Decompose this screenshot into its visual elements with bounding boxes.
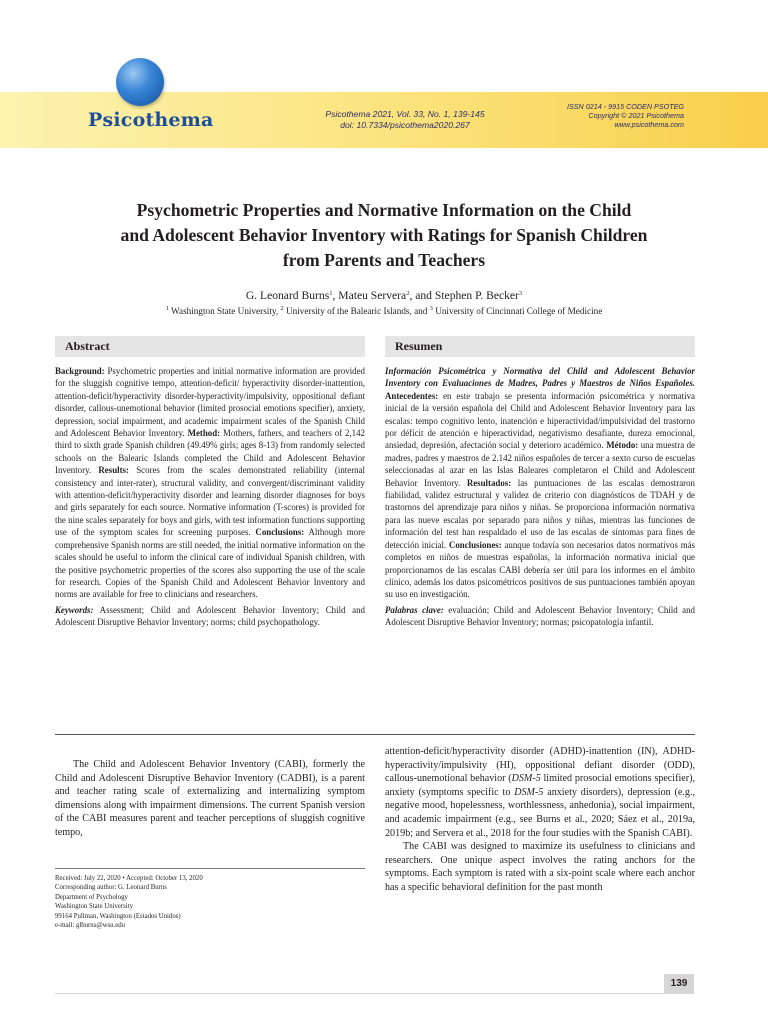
website-line: www.psicothema.com [614,120,684,129]
body-column-right [385,745,695,895]
label-conclusions: Conclusions: [255,527,305,538]
resumen-title: Información Psicométrica y Normativa del Child and Adolescent Behavior Inventory con Evaluaciones de Madres, Padres y Maestros de Niños Españoles. [385,366,695,389]
text-resultados: las puntuaciones de las escalas demostraron fiabilidad, validez estructural y validez de criterio con diagnósticos de TDAH y de trastornos del aprendizaje para niños y niñas. Se proporciona información normativa para las nueve escalas por separado para niños y niñas, mientras las funciones de información del test han respaldado el uso de las escalas de síntomas para fines de detección inicial. [385,477,695,550]
text-antecedentes: en este trabajo se presenta información psicométrica y normativa inicial de la versión española del Child and Adolescent Behavior Inventory para las escalas: tempo cognitivo lento, inatención e hiperactividad/impulsividad del trastorno por déficit de atención e hiperactividad, negativismo desafiante, dureza emocional, ansiedad, depresión, afectación social y deterioro académico. [385,390,695,451]
author-list [40,289,728,302]
body-column-left [55,758,365,840]
text-method: Mothers, fathers, and teachers of 2,142 third to sixth grade Spanish children (49.49% girls; ages 8-13) from randomly selected schools on the Balearic Islands completed the Child and Adolescent Behavior Inventory. [55,428,365,476]
label-background: Background: [55,366,105,376]
text-background: Psychometric properties and initial normative information are provided for the sluggish cognitive tempo, attention-deficit/ hyperactivity disorder-inattention, attention-deficit/hyperactivity disorder-hyperactivity/impulsivity, oppositional defiant disorder, callous-unemotional behavior (limited prosocial emotions specifier), anxiety, depression, social impairment, and academic impairment scales of the Spanish Child and Adolescent Behavior Inventory. [55,366,365,439]
text-conclusions: Although more comprehensive Spanish norms are still needed, the initial normative information on the scales should be useful to inform the clinical care of individual Spanish children, with the positive psychometric properties of the scores also supporting the use of the scale for research. Copies of the Spanish Child and Adolescent Behavior Inventory and norms are available for free to clinicians and researchers. [55,527,366,600]
label-results: Results: [98,465,129,476]
affiliation: University of Cincinnati College of Medicine [432,306,603,316]
affil-sup: 1 [165,305,169,312]
label-method: Method: [187,428,221,439]
affiliation: Washington State University, [168,306,281,316]
label-antecedentes: Antecedentes: [385,390,439,401]
resumen-body [385,365,695,629]
body-paragraph: The Child and Adolescent Behavior Inventory (CABI), formerly the Child and Adolescent Disruptive Behavior Inventory (CADBI), is a parent and teacher rating scale of externalizing and internalizing symptom dimensions along with impairment dimensions. The current Spanish version of the CABI measures parent and teacher perceptions of sluggish cognitive tempo, [55,759,365,838]
text-keywords: Assessment; Child and Adolescent Behavior Inventory; Child and Adolescent Disruptive Behavior Inventory; norms; child psychopathology. [55,604,365,628]
received-date: Received: July 22, 2020 • Accepted: October 13, 2020 [55,875,203,882]
footnote-divider [55,868,365,869]
citation-line: Psicothema 2021, Vol. 33, No. 1, 139-145 [325,109,485,119]
body-paragraph: The CABI was designed to maximize its usefulness to clinicians and researchers. One unique aspect involves the rating anchors for the symptoms. Each symptom is rated with a six-point scale where each anchor has a specific behavioral definition for the past month [385,841,695,893]
label-resultados: Resultados: [466,477,512,488]
text-palabras-clave: evaluación; Child and Adolescent Behavior Inventory; Child and Adolescent Disruptive Behavior Inventory; normas; psicopatología infantil. [385,604,695,628]
body-paragraph [385,745,695,840]
university: Washington State University [55,903,133,911]
issn-line: ISSN 0214 - 9915 CODEN PSOTEG [566,102,684,111]
body-text: attention-deficit/hyperactivity disorder (ADHD)-inattention (IN), ADHD-hyperactivity/impulsivity (HI), oppositional defiant disorder (ODD), callous-unemotional behavior ( [385,746,695,785]
page-number: 139 [664,974,694,994]
author-separator: , [332,289,339,302]
resumen-heading: Resumen [385,336,695,357]
title-line: from Parents and Teachers [282,250,486,270]
text-conclusiones: aunque todavía son necesarios datos normativos más completos en niños de muestras españolas, la información normativa inicial que proporcionamos de las escalas CABI debería ser útil para los informes en el ámbito clínico, además los datos psicométricos positivos de sus puntuaciones también apoyan su uso en investigación. [385,539,695,600]
author-sup: 2 [406,290,410,297]
abstract-body [55,365,365,629]
body-italic: DSM-5 [514,786,544,798]
issn-info [500,102,684,129]
section-divider [55,734,695,735]
author-name: Stephen P. Becker [434,289,519,302]
author-name: G. Leonard Burns [245,289,330,302]
copyright-line: Copyright © 2021 Psicothema [588,111,684,120]
author-sup: 3 [518,290,523,297]
doi-line: doi: 10.7334/psicothema2020.267 [340,119,470,130]
abstract-heading: Abstract [55,336,365,357]
body-text: limited prosocial emotions specifier), anxiety (symptoms specific to [385,773,695,798]
journal-logo-icon [116,58,164,106]
body-italic: DSM-5 [511,773,541,785]
affil-sup: 2 [280,305,284,312]
journal-logo-text: Psicothema [88,109,214,131]
department: Department of Psychology [55,893,128,901]
resumen-keywords [385,604,695,629]
corresponding-author: Corresponding author: G. Leonard Burns [55,884,167,892]
affiliation: University of the Balearic Islands, and [283,306,430,316]
author-separator: , and [409,289,435,302]
abstract-keywords [55,604,365,629]
label-conclusiones: Conclusiones: [448,539,502,550]
article-title [40,198,728,273]
email: e-mail: glburns@wsu.edu [55,922,126,930]
author-name: Mateu Servera [338,289,407,302]
abstract-paragraph [55,365,365,601]
label-metodo: Método: [606,440,639,451]
label-palabras-clave: Palabras clave: [385,604,444,615]
citation-info [290,109,520,130]
author-sup: 1 [329,290,333,297]
correspondence-footnote [55,874,365,930]
text-metodo: una muestra de madres, padres y maestros de 2.142 niños españoles de tercer a sexto curso de escuelas seleccionadas al azar en las Islas Baleares completaron el Child and Adolescent Behavior Inventory. [385,440,695,488]
text-results: Scores from the scales demonstrated reliability (internal consistency and inter-rater), structural validity, and convergent/discriminant validity with attention-deficit/hyperactivity disorder and learning disorder diagnoses for boys and girls separately for each source. Normative information (T-scores) is provided for the nine scales separately for boys and girls, with test information functions supporting use of the symptom scales for screening purposes. [55,465,365,538]
body-text: anxiety disorders), depression (e.g., negative mood, hopelessness, worthlessness, anhedonia), social impairment, and academic impairment (e.g., see Burns et al., 2020; Sáez et al., 2019a, 2019b; and Servera et al., 2018 for the four studies with the Spanish CABI). [385,786,695,839]
affil-sup: 3 [429,305,433,312]
title-line: Psychometric Properties and Normative Information on the Child [136,200,632,220]
page-footer-line [55,993,665,994]
resumen-paragraph [385,365,695,601]
title-line: and Adolescent Behavior Inventory with Ratings for Spanish Children [120,225,648,245]
label-keywords: Keywords: [55,604,94,615]
address: 99164 Pullman, Washington (Estados Unidos) [55,912,181,920]
affiliations [40,306,728,316]
